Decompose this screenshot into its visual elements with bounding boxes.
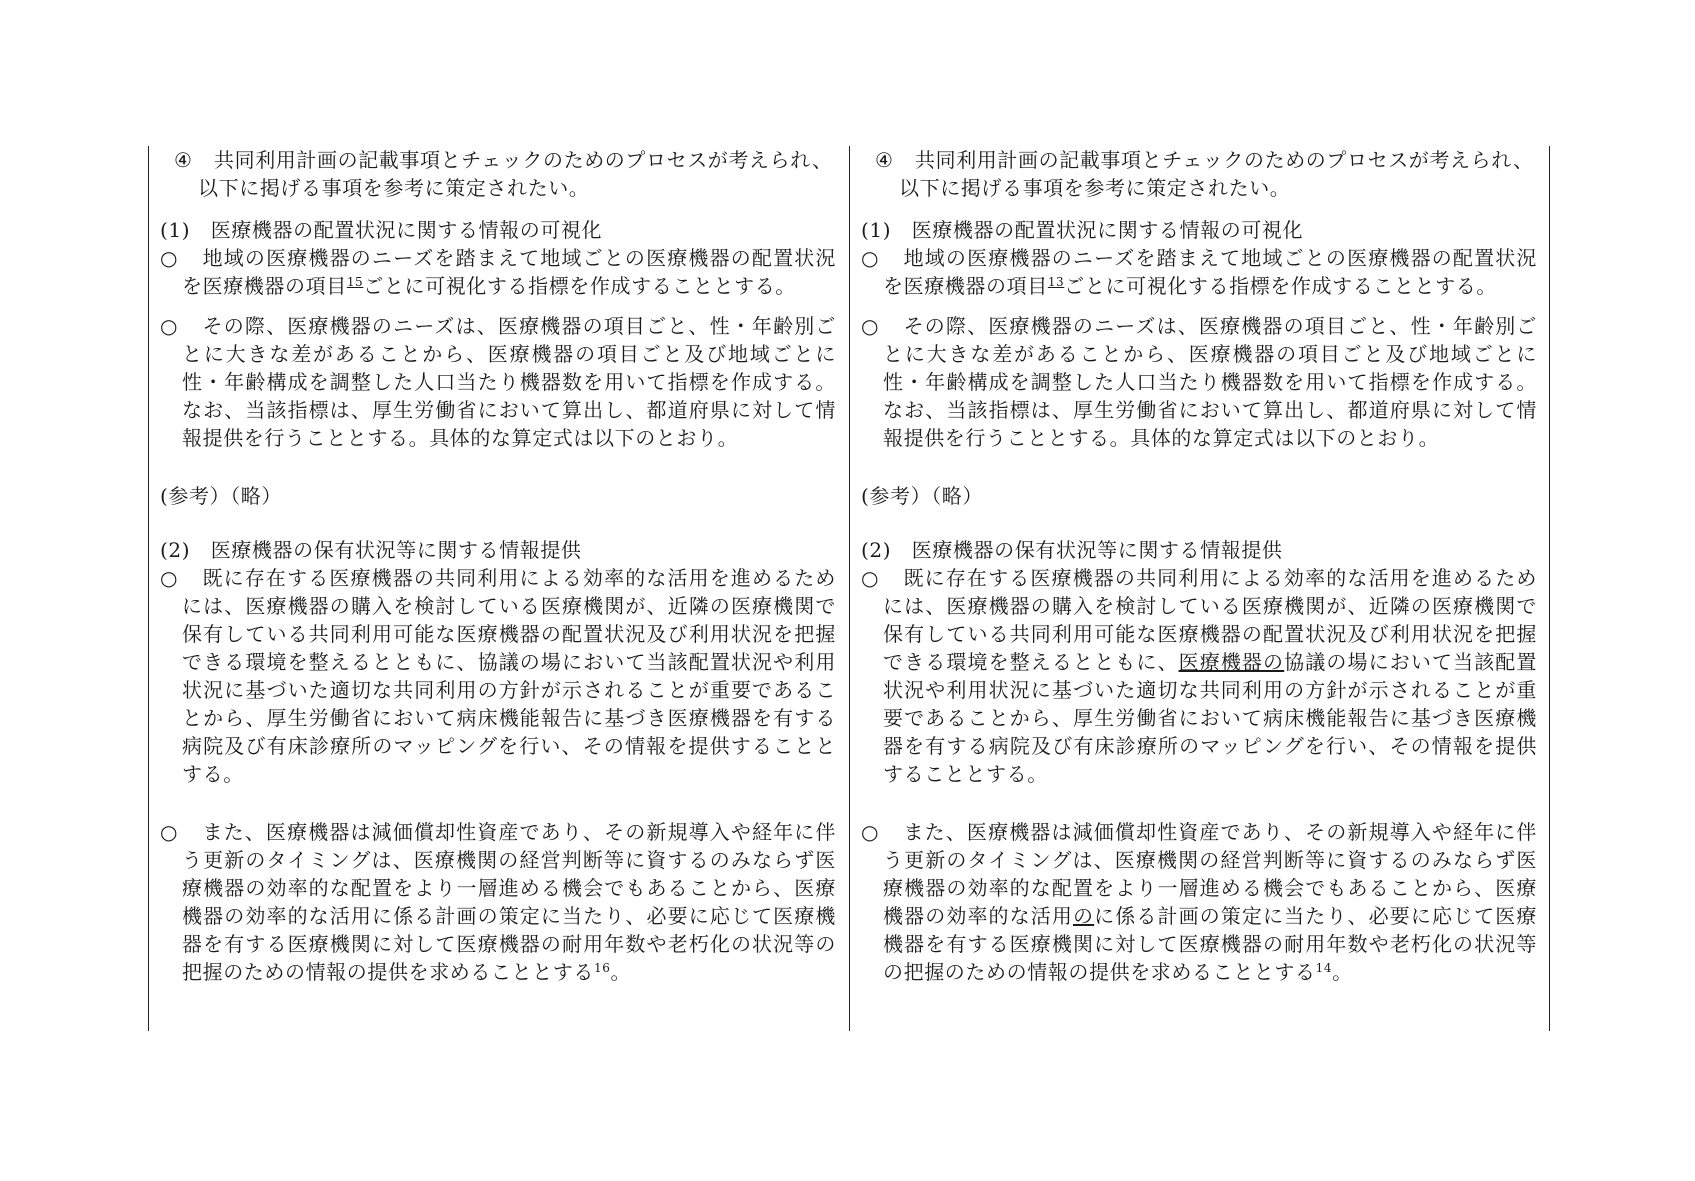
paragraph-3-text-a: 既に存在する医療機器の共同利用による効率的な活用を進めるためには、医療機器の購入を検討している医療機関が、近隣の医療機関で保有している共同利用可能な医療機器の配置状況及び利用状況を把握できる環境を整えるとともに、 <box>883 566 1537 674</box>
footnote-ref: 14 <box>1315 961 1333 975</box>
bullet-circle: ○ <box>861 820 880 844</box>
underlined-insertion: の <box>1073 904 1095 928</box>
table-center-divider <box>849 146 850 1031</box>
paragraph-1 <box>861 244 1537 300</box>
section1-heading: (1) 医療機器の配置状況に関する情報の可視化 <box>160 218 603 242</box>
circled-four-mark: ④ <box>875 148 894 172</box>
underlined-insertion: 医療機器の <box>1178 650 1285 674</box>
bullet-circle: ○ <box>160 820 179 844</box>
paragraph-1-text-b: ごとに可視化する指標を作成することとする。 <box>363 274 796 298</box>
paragraph-1-text-b: ごとに可視化する指標を作成することとする。 <box>1064 274 1497 298</box>
paragraph-2-text: その際、医療機器のニーズは、医療機器の項目ごと、性・年齢別ごとに大きな差があることから、医療機器の項目ごと及び地域ごとに性・年齢構成を調整した人口当たり機器数を用いて指標を作成する。なお、当該指標は、厚生労働省において算出し、都道府県に対して情報提供を行うこととする。具体的な算定式は以下のとおり。 <box>883 314 1537 450</box>
paragraph-2 <box>160 312 836 452</box>
reference-note: (参考）（略） <box>160 484 283 508</box>
intro-text: 共同利用計画の記載事項とチェックのためのプロセスが考えられ、以下に掲げる事項を参考に策定されたい。 <box>899 148 1534 200</box>
paragraph-3-text-b: 協議の場において当該配置状況や利用状況に基づいた適切な共同利用の方針が示されることが重要であることから、厚生労働省において病床機能報告に基づき医療機器を有する病院及び有床診療所のマッピングを行い、その情報を提供することとする。 <box>883 650 1538 786</box>
bullet-circle: ○ <box>861 566 880 590</box>
bullet-circle: ○ <box>160 566 179 590</box>
section1-heading: (1) 医療機器の配置状況に関する情報の可視化 <box>861 218 1304 242</box>
section2-heading: (2) 医療機器の保有状況等に関する情報提供 <box>861 538 1283 562</box>
circled-four-mark: ④ <box>174 148 193 172</box>
intro-paragraph <box>160 146 836 202</box>
paragraph-4 <box>861 818 1537 986</box>
comparison-table <box>148 146 1550 1031</box>
footnote-ref: 15 <box>346 275 364 289</box>
paragraph-4-text: また、医療機器は減価償却性資産であり、その新規導入や経年に伴う更新のタイミングは、医療機関の経営判断等に資するのみならず医療機器の効率的な配置をより一層進める機会でもあることから、医療機器の効率的な活用に係る計画の策定に当たり、必要に応じて医療機器を有する医療機関に対して医療機器の耐用年数や老朽化の状況等の把握のための情報の提供を求めることとする <box>182 820 836 984</box>
footnote-ref: 13 <box>1047 275 1065 289</box>
left-column <box>160 146 836 1031</box>
intro-paragraph <box>861 146 1537 202</box>
paragraph-4 <box>160 818 836 986</box>
paragraph-2 <box>861 312 1537 452</box>
section2-heading: (2) 医療機器の保有状況等に関する情報提供 <box>160 538 582 562</box>
bullet-circle: ○ <box>861 246 880 270</box>
paragraph-1-text-a: 地域の医療機器のニーズを踏まえて地域ごとの医療機器の配置状況を医療機器の項目 <box>883 246 1537 298</box>
paragraph-4-end: 。 <box>1332 960 1353 984</box>
paragraph-3 <box>160 564 836 788</box>
paragraph-4-text-a: また、医療機器は減価償却性資産であり、その新規導入や経年に伴う更新のタイミングは、医療機関の経営判断等に資するのみならず医療機器の効率的な配置をより一層進める機会でもあることから、医療機器の効率的な活用 <box>883 820 1537 928</box>
table-right-border <box>1549 146 1550 1031</box>
reference-note: (参考）（略） <box>861 484 984 508</box>
bullet-circle: ○ <box>160 314 179 338</box>
intro-text: 共同利用計画の記載事項とチェックのためのプロセスが考えられ、以下に掲げる事項を参考に策定されたい。 <box>198 148 833 200</box>
right-column <box>861 146 1537 1031</box>
paragraph-1 <box>160 244 836 300</box>
table-left-border <box>148 146 149 1031</box>
paragraph-4-end: 。 <box>610 960 632 984</box>
paragraph-1-text-a: 地域の医療機器のニーズを踏まえて地域ごとの医療機器の配置状況を医療機器の項目 <box>182 246 836 298</box>
paragraph-3-text: 既に存在する医療機器の共同利用による効率的な活用を進めるためには、医療機器の購入を検討している医療機関が、近隣の医療機関で保有している共同利用可能な医療機器の配置状況及び利用状況を把握できる環境を整えるとともに、協議の場において当該配置状況や利用状況に基づいた適切な共同利用の方針が示されることが重要であることから、厚生労働省において病床機能報告に基づき医療機器を有する病院及び有床診療所のマッピングを行い、その情報を提供することとする。 <box>182 566 836 786</box>
bullet-circle: ○ <box>160 246 179 270</box>
footnote-ref: 16 <box>594 961 611 975</box>
paragraph-4-text-b: に係る計画の策定に当たり、必要に応じて医療機器を有する医療機関に対して医療機器の耐用年数や老朽化の状況等の把握のための情報の提供を求めることとする <box>883 904 1537 984</box>
paragraph-2-text: その際、医療機器のニーズは、医療機器の項目ごと、性・年齢別ごとに大きな差があることから、医療機器の項目ごと及び地域ごとに性・年齢構成を調整した人口当たり機器数を用いて指標を作成する。なお、当該指標は、厚生労働省において算出し、都道府県に対して情報提供を行うこととする。具体的な算定式は以下のとおり。 <box>182 314 836 450</box>
bullet-circle: ○ <box>861 314 880 338</box>
paragraph-3 <box>861 564 1537 788</box>
